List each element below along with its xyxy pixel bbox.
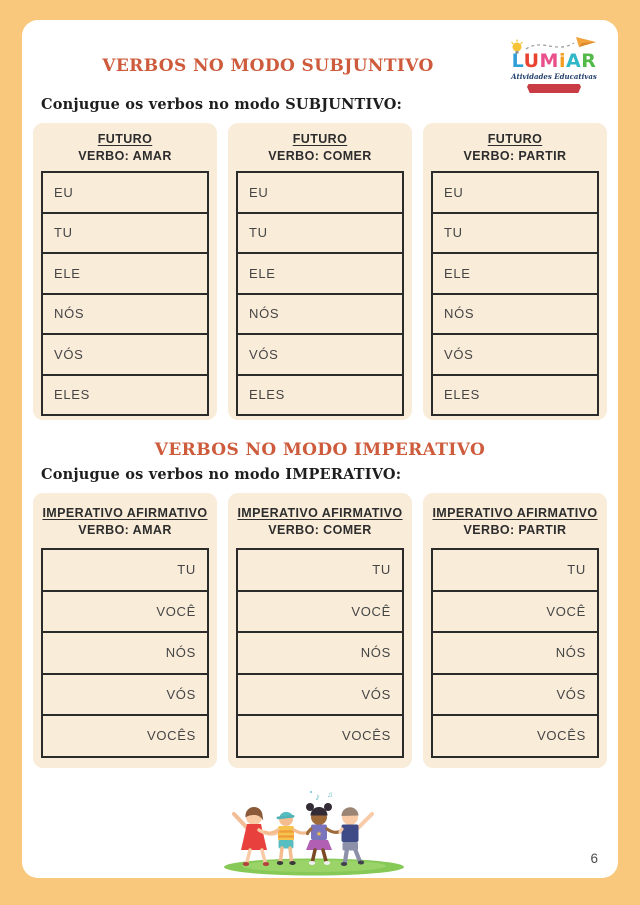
conjugation-table	[431, 548, 599, 758]
child-boy-cap	[265, 812, 308, 865]
pronoun-label: TU	[54, 225, 73, 241]
table-row	[43, 173, 207, 214]
verb-label: VERBO: AMAR	[78, 523, 172, 537]
table-row	[433, 173, 597, 214]
pronoun-label: ELE	[444, 265, 471, 281]
table-row	[433, 550, 597, 592]
pronoun-label: NÓS	[54, 306, 85, 322]
pronoun-label: NÓS	[555, 645, 586, 661]
section-title-imperative: VERBOS NO MODO IMPERATIVO	[154, 440, 486, 460]
conjugation-table	[41, 548, 209, 758]
music-note-icon: ♪	[315, 792, 320, 803]
pronoun-label: TU	[177, 562, 196, 578]
logo-tagline: Atividades Educativas	[511, 72, 597, 81]
tense-label: IMPERATIVO AFIRMATIVO	[237, 506, 403, 520]
child-girl-purple	[306, 803, 340, 865]
lumiar-logo	[502, 34, 606, 93]
pronoun-label: VÓS	[361, 686, 391, 702]
verb-label: VERBO: PARTIR	[463, 523, 567, 537]
tense-label: FUTURO	[97, 132, 153, 146]
verb-label: VERBO: COMER	[268, 523, 372, 537]
pronoun-label: EU	[54, 184, 74, 200]
table-row	[433, 254, 597, 295]
table-row	[433, 376, 597, 415]
imperative-cards-row	[22, 493, 618, 768]
tense-label: IMPERATIVO AFIRMATIVO	[432, 506, 598, 520]
table-row	[433, 335, 597, 376]
logo-ribbon	[527, 84, 581, 93]
tense-label: FUTURO	[487, 132, 543, 146]
table-row	[238, 716, 402, 756]
table-row	[43, 295, 207, 336]
pronoun-label: ELES	[54, 387, 91, 403]
subjunctive-cards-row	[22, 123, 618, 420]
table-row	[43, 633, 207, 675]
pronoun-label: TU	[249, 225, 268, 241]
child-girl-red	[234, 807, 277, 866]
pronoun-label: ELE	[249, 265, 276, 281]
table-row	[43, 335, 207, 376]
table-row	[238, 173, 402, 214]
table-row	[238, 335, 402, 376]
pronoun-label: VÓS	[54, 346, 84, 362]
logo-wordmark: LUMiAR	[511, 50, 597, 72]
pronoun-label: NÓS	[249, 306, 280, 322]
conjugation-table	[236, 548, 404, 758]
subjunctive-card-partir	[423, 123, 607, 420]
subjunctive-card-amar	[33, 123, 217, 420]
table-row	[43, 550, 207, 592]
pronoun-label: VOCÊS	[146, 728, 196, 744]
imperative-card-comer	[228, 493, 412, 768]
table-row	[43, 376, 207, 415]
verb-label: VERBO: PARTIR	[463, 149, 567, 163]
table-row	[433, 214, 597, 255]
table-row	[43, 592, 207, 634]
table-row	[433, 633, 597, 675]
pronoun-label: VÓS	[249, 346, 279, 362]
verb-label: VERBO: COMER	[268, 149, 372, 163]
table-row	[238, 376, 402, 415]
worksheet-page	[22, 20, 618, 878]
table-row	[43, 716, 207, 756]
page-number: 6	[590, 851, 598, 866]
pronoun-label: VOCÊS	[341, 728, 391, 744]
imperative-card-amar	[33, 493, 217, 768]
table-row	[238, 675, 402, 717]
pronoun-label: EU	[444, 184, 464, 200]
pronoun-label: NÓS	[165, 645, 196, 661]
star-icon: ★	[315, 831, 323, 838]
conjugation-table	[41, 171, 209, 416]
table-row	[238, 633, 402, 675]
pronoun-label: EU	[249, 184, 269, 200]
instruction-imperative: Conjugue os verbos no modo IMPERATIVO:	[41, 466, 402, 483]
table-row	[433, 295, 597, 336]
table-row	[433, 592, 597, 634]
paper-plane-icon	[576, 37, 596, 47]
instruction-subjunctive: Conjugue os verbos no modo SUBJUNTIVO:	[41, 96, 403, 113]
table-row	[238, 592, 402, 634]
table-row	[43, 254, 207, 295]
pronoun-label: TU	[444, 225, 463, 241]
pronoun-label: VÓS	[556, 686, 586, 702]
page-header	[22, 20, 618, 90]
pronoun-label: VOCÊS	[536, 728, 586, 744]
pronoun-label: ELES	[249, 387, 286, 403]
pronoun-label: ELE	[54, 265, 81, 281]
table-row	[238, 254, 402, 295]
children-illustration	[214, 788, 414, 876]
conjugation-table	[431, 171, 599, 416]
pronoun-label: NÓS	[360, 645, 391, 661]
pronoun-label: VOCÊ	[156, 603, 196, 619]
pronoun-label: TU	[372, 562, 391, 578]
verb-label: VERBO: AMAR	[78, 149, 172, 163]
child-boy-navy	[340, 807, 372, 866]
pronoun-label: TU	[567, 562, 586, 578]
conjugation-table	[236, 171, 404, 416]
pronoun-label: VÓS	[166, 686, 196, 702]
tense-label: IMPERATIVO AFIRMATIVO	[42, 506, 208, 520]
imperative-card-partir	[423, 493, 607, 768]
table-row	[43, 675, 207, 717]
pronoun-label: ELES	[444, 387, 481, 403]
table-row	[238, 214, 402, 255]
tense-label: FUTURO	[292, 132, 348, 146]
pronoun-label: VOCÊ	[351, 603, 391, 619]
table-row	[433, 675, 597, 717]
table-row	[238, 295, 402, 336]
table-row	[238, 550, 402, 592]
subjunctive-card-comer	[228, 123, 412, 420]
music-note-icon: ♫	[327, 790, 333, 799]
pronoun-label: VÓS	[444, 346, 474, 362]
plane-trail	[526, 43, 574, 49]
table-row	[43, 214, 207, 255]
pronoun-label: VOCÊ	[546, 603, 586, 619]
pronoun-label: NÓS	[444, 306, 475, 322]
section-title-subjunctive: VERBOS NO MODO SUBJUNTIVO	[102, 56, 434, 76]
table-row	[433, 716, 597, 756]
